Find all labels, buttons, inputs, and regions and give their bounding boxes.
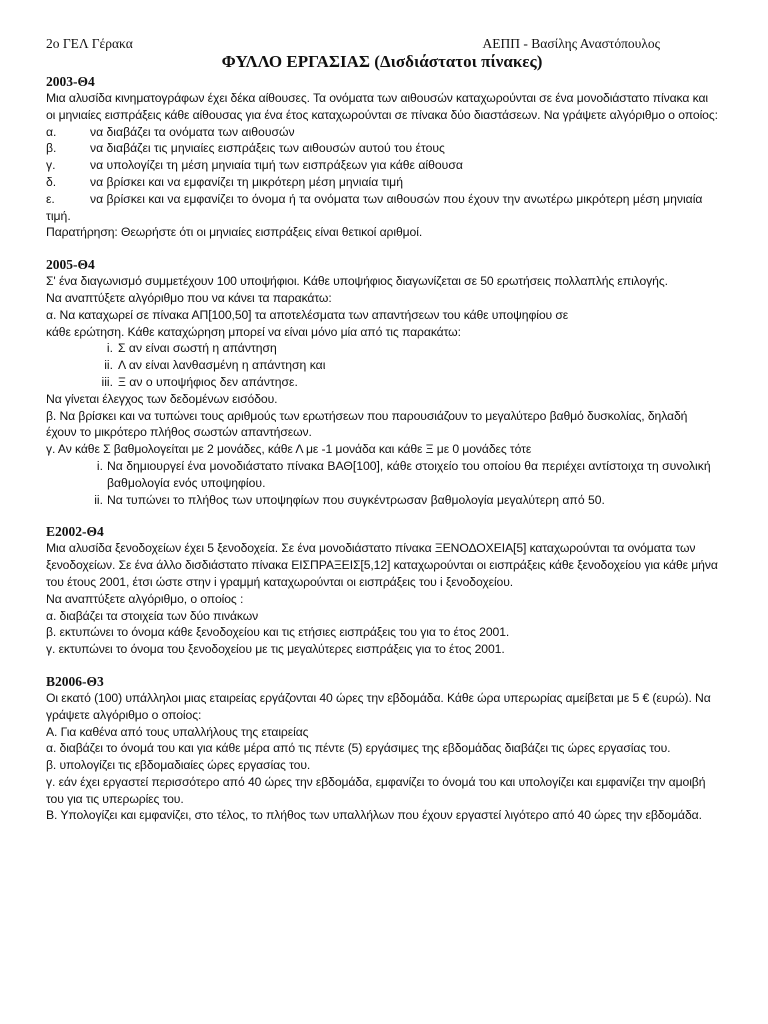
author-name: ΑΕΠΠ - Βασίλης Αναστόπουλος [482, 36, 660, 51]
exercise-paragraph: Να αναπτύξετε αλγόριθμο, ο οποίος : [46, 591, 244, 606]
exercise-paragraph: Να αναπτύξετε αλγόριθμο που να κάνει τα παρακάτω: [46, 290, 332, 305]
roman-item [46, 340, 718, 357]
roman-text: Σ αν είναι σωστή η απάντηση [118, 341, 277, 356]
exercise-paragraph: β. Να βρίσκει και να τυπώνει τους αριθμούς των ερωτήσεων που παρουσιάζουν το μεγαλύτερο βαθμό δυσκολίας, δηλαδή έχουν το μικρότερο πλήθος σωστών απαντήσεων. [46, 408, 688, 440]
list-item [46, 191, 718, 225]
list-text: να υπολογίζει τη μέση μηνιαία τιμή των εισπράξεων για κάθε αίθουσα [90, 158, 463, 173]
exercise-paragraph: α. διαβάζει το όνομά του και για κάθε μέρα από τις πέντε (5) εργάσιμες της εβδομάδας διαβάζει τις ώρες εργασίας του. [46, 741, 671, 756]
exercise-title: 2005-Θ4 [46, 257, 95, 273]
exercise-b2006-q3 [46, 674, 718, 824]
exercise-paragraph: α. Να καταχωρεί σε πίνακα ΑΠ[100,50] τα αποτελέσματα των απαντήσεων του κάθε υποψηφίου σε κάθε ερώτηση. Κάθε καταχώρηση μπορεί να είναι μόνο μία από τις παρακάτω: [46, 307, 569, 339]
list-text: να βρίσκει και να εμφανίζει το όνομα ή τα ονόματα των αιθουσών που έχουν την ανωτέρω μικρότερη μέση μηνιαία τιμή. [46, 191, 703, 223]
exercise-paragraph: Α. Για καθένα από τους υπαλλήλους της εταιρείας [46, 724, 309, 739]
exercise-paragraph: Οι εκατό (100) υπάλληλοι μιας εταιρείας εργάζονται 40 ώρες την εβδομάδα. Κάθε ώρα υπερωρίας αμείβεται με 5 € (ευρώ). Να γράψετε αλγόριθμο ο οποίος: [46, 690, 711, 722]
list-text: να βρίσκει και να εμφανίζει τη μικρότερη μέση μηνιαία τιμή [90, 174, 403, 189]
exercise-paragraph: γ. εάν έχει εργαστεί περισσότερο από 40 ώρες την εβδομάδα, εμφανίζει το όνομά του και υπολογίζει και εμφανίζει την αμοιβή του για τις υπερωρίες του. [46, 774, 706, 806]
roman-item [46, 492, 718, 509]
exercise-2005-q4 [46, 257, 718, 508]
list-marker: γ. [46, 158, 56, 173]
roman-marker: iii. [101, 374, 113, 389]
exercise-intro: Μια αλυσίδα κινηματογράφων έχει δέκα αίθουσες. Τα ονόματα των αιθουσών καταχωρούνται σε ένα μονοδιάστατο πίνακα και οι μηνιαίες εισπράξεις κάθε αίθουσας για ένα έτος καταχωρούνται σε πίνακα δύο διαστάσεων. Να γράψετε αλγόριθμο ο οποίος: [46, 91, 718, 122]
roman-text: Να τυπώνει το πλήθος των υποψηφίων που συγκέντρωσαν βαθμολογία μεγαλύτερη από 50. [107, 492, 605, 507]
exercise-paragraph: Σ' ένα διαγωνισμό συμμετέχουν 100 υποψήφιοι. Κάθε υποψήφιος διαγωνίζεται σε 50 ερωτήσεις πολλαπλής επιλογής. [46, 274, 668, 289]
list-item [46, 157, 718, 174]
exercise-paragraph: Να γίνεται έλεγχος των δεδομένων εισόδου. [46, 391, 278, 406]
list-text: να διαβάζει τα ονόματα των αιθουσών [90, 124, 295, 139]
exercise-note: Παρατήρηση: Θεωρήστε ότι οι μηνιαίες εισπράξεις είναι θετικοί αριθμοί. [46, 225, 423, 240]
roman-marker: i. [106, 341, 113, 356]
worksheet-page [46, 36, 718, 824]
list-item [46, 124, 718, 141]
list-marker: δ. [46, 174, 57, 189]
exercise-title: Ε2002-Θ4 [46, 524, 104, 540]
list-marker: β. [46, 141, 57, 156]
roman-text: Ξ αν ο υποψήφιος δεν απάντησε. [118, 374, 298, 389]
exercise-paragraph: γ. Αν κάθε Σ βαθμολογείται με 2 μονάδες, κάθε Λ με -1 μονάδα και κάθε Ξ με 0 μονάδες τότε [46, 442, 532, 457]
roman-item [46, 357, 718, 374]
exercise-e2002-q4 [46, 524, 718, 658]
roman-marker: i. [96, 458, 103, 473]
exercise-2003-q4 [46, 74, 718, 241]
exercise-paragraph: α. διαβάζει τα στοιχεία των δύο πινάκων [46, 608, 259, 623]
roman-text: Λ αν είναι λανθασμένη η απάντηση και [118, 358, 326, 373]
exercise-title: 2003-Θ4 [46, 74, 95, 89]
exercise-title: Β2006-Θ3 [46, 673, 104, 689]
list-marker: α. [46, 124, 57, 139]
page-title: ΦΥΛΛΟ ΕΡΓΑΣΙΑΣ (Δισδιάστατοι πίνακες) [221, 52, 543, 71]
roman-item [46, 374, 718, 391]
exercise-paragraph: γ. εκτυπώνει το όνομα του ξενοδοχείου με τις μεγαλύτερες εισπράξεις για το έτος 2001. [46, 642, 505, 657]
list-marker: ε. [46, 191, 55, 206]
roman-text: Να δημιουργεί ένα μονοδιάστατο πίνακα ΒΑΘ[100], κάθε στοιχείο του οποίου θα περιέχει αντίστοιχα τη συνολική βαθμολογία ενός υποψηφίου. [107, 458, 711, 490]
list-item [46, 174, 718, 191]
school-name: 2ο ΓΕΛ Γέρακα [46, 36, 133, 51]
exercise-paragraph: β. εκτυπώνει το όνομα κάθε ξενοδοχείου και τις ετήσιες εισπράξεις του για το έτος 2001. [46, 625, 510, 640]
exercise-paragraph: Μια αλυσίδα ξενοδοχείων έχει 5 ξενοδοχεία. Σε ένα μονοδιάστατο πίνακα ΞΕΝΟΔΟΧΕΙΑ[5] καταχωρούνται τα ονόματα των ξενοδοχείων. Σε ένα άλλο δισδιάστατο πίνακα ΕΙΣΠΡΑΞΕΙΣ[5,12] καταχωρούνται οι εισπράξεις κάθε ξενοδοχείου για κάθε μήνα του έτους 2001, έτσι ώστε στην i γραμμή καταχωρούνται οι εισπράξεις του i ξενοδοχείου. [46, 541, 718, 589]
exercise-paragraph: Β. Υπολογίζει και εμφανίζει, στο τέλος, το πλήθος των υπαλλήλων που έχουν εργαστεί λιγότερο από 40 ώρες την εβδομάδα. [46, 808, 702, 823]
roman-item [46, 458, 718, 492]
list-text: να διαβάζει τις μηνιαίες εισπράξεις των αιθουσών αυτού του έτους [90, 141, 445, 156]
roman-marker: ii. [94, 492, 103, 507]
list-item [46, 140, 718, 157]
page-header [46, 36, 718, 51]
roman-marker: ii. [104, 358, 113, 373]
exercise-paragraph: β. υπολογίζει τις εβδομαδιαίες ώρες εργασίας του. [46, 758, 311, 773]
